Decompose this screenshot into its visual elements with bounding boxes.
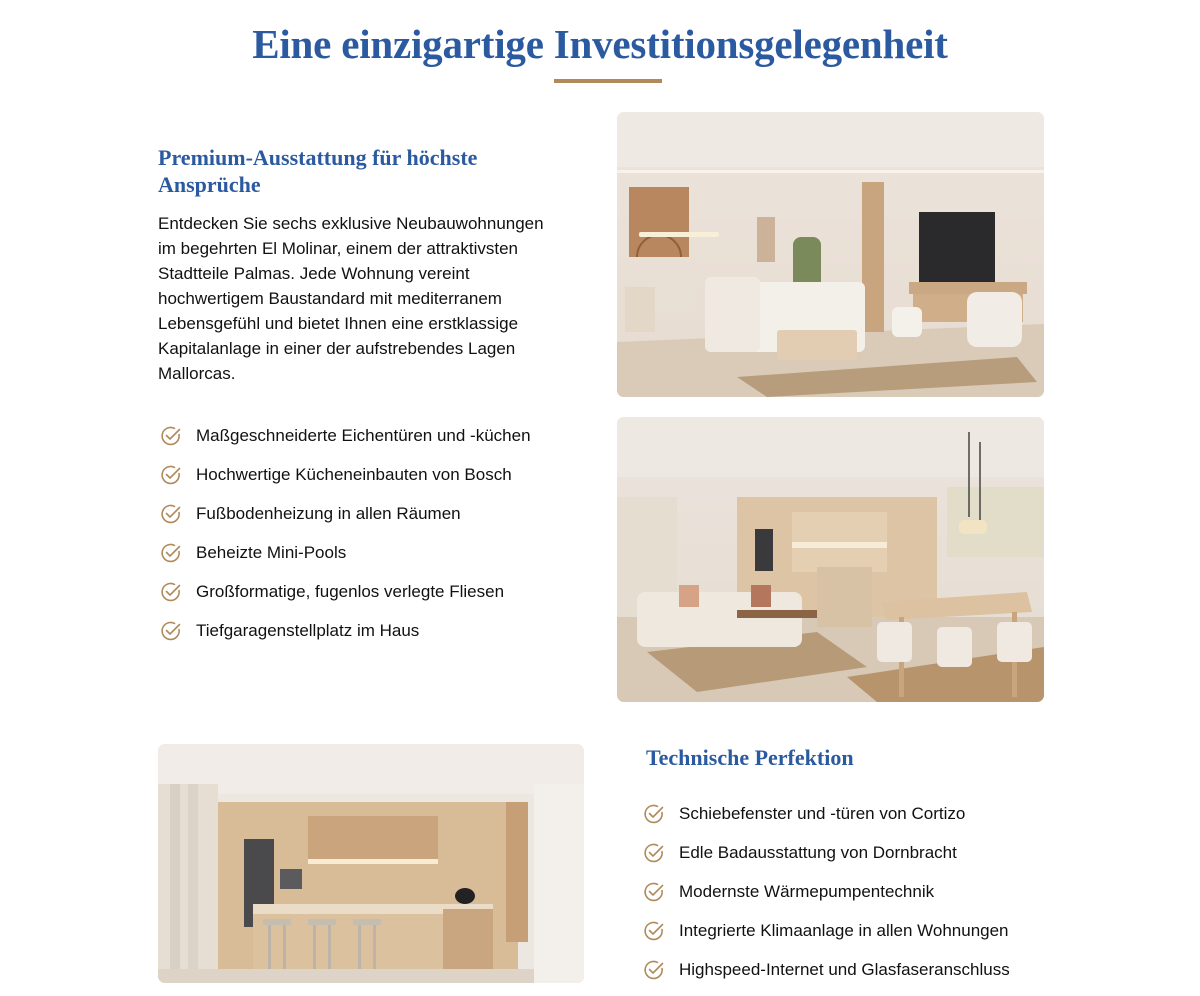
- check-circle-icon: [160, 581, 182, 603]
- check-circle-icon: [643, 959, 665, 981]
- check-circle-icon: [643, 842, 665, 864]
- feature-label: Modernste Wärmepumpentechnik: [679, 881, 935, 901]
- technical-feature-list: [643, 794, 1010, 989]
- feature-item: [160, 494, 531, 533]
- check-circle-icon: [160, 620, 182, 642]
- feature-label: Fußbodenheizung in allen Räumen: [196, 503, 461, 523]
- feature-item: [643, 911, 1010, 950]
- feature-item: [643, 950, 1010, 989]
- feature-label: Beheizte Mini-Pools: [196, 542, 347, 562]
- feature-label: Tiefgaragenstellplatz im Haus: [196, 620, 420, 640]
- page-title: Eine einzigartige Investitionsgelegenheit: [252, 21, 948, 67]
- feature-item: [160, 533, 531, 572]
- check-circle-icon: [643, 803, 665, 825]
- check-circle-icon: [160, 542, 182, 564]
- premium-heading: Premium-Ausstattung für höchste Ansprüche: [158, 145, 478, 197]
- feature-label: Integrierte Klimaanlage in allen Wohnungen: [679, 920, 1009, 940]
- feature-label: Großformatige, fugenlos verlegte Fliesen: [196, 581, 505, 601]
- title-divider: [554, 79, 662, 83]
- feature-label: Hochwertige Kücheneinbauten von Bosch: [196, 464, 512, 484]
- feature-item: [160, 572, 531, 611]
- technical-heading: Technische Perfektion: [646, 745, 854, 770]
- feature-item: [643, 794, 1010, 833]
- feature-label: Maßgeschneiderte Eichentüren und -küchen: [196, 425, 531, 445]
- premium-intro: Entdecken Sie sechs exklusive Neubauwohnungen im begehrten El Molinar, einem der attraktivsten Stadtteile Palmas. Jede Wohnung vereint hochwertigem Baustandard mit mediterranem Lebensgefühl und bietet Ihnen eine erstklassige Kapitalanlage in einer der aufstrebendes Lagen Mallorcas.: [158, 214, 544, 383]
- feature-label: Highspeed-Internet und Glasfaseranschluss: [679, 959, 1010, 979]
- feature-item: [160, 416, 531, 455]
- feature-label: Edle Badausstattung von Dornbracht: [679, 842, 957, 862]
- feature-item: [160, 611, 531, 650]
- feature-label: Schiebefenster und -türen von Cortizo: [679, 803, 966, 823]
- premium-feature-list: [160, 416, 531, 650]
- check-circle-icon: [643, 920, 665, 942]
- kitchen-photo: [158, 744, 584, 983]
- feature-item: [160, 455, 531, 494]
- check-circle-icon: [160, 464, 182, 486]
- check-circle-icon: [643, 881, 665, 903]
- check-circle-icon: [160, 503, 182, 525]
- living-room-photo: [617, 112, 1044, 397]
- check-circle-icon: [160, 425, 182, 447]
- feature-item: [643, 833, 1010, 872]
- feature-item: [643, 872, 1010, 911]
- dining-area-photo: [617, 417, 1044, 702]
